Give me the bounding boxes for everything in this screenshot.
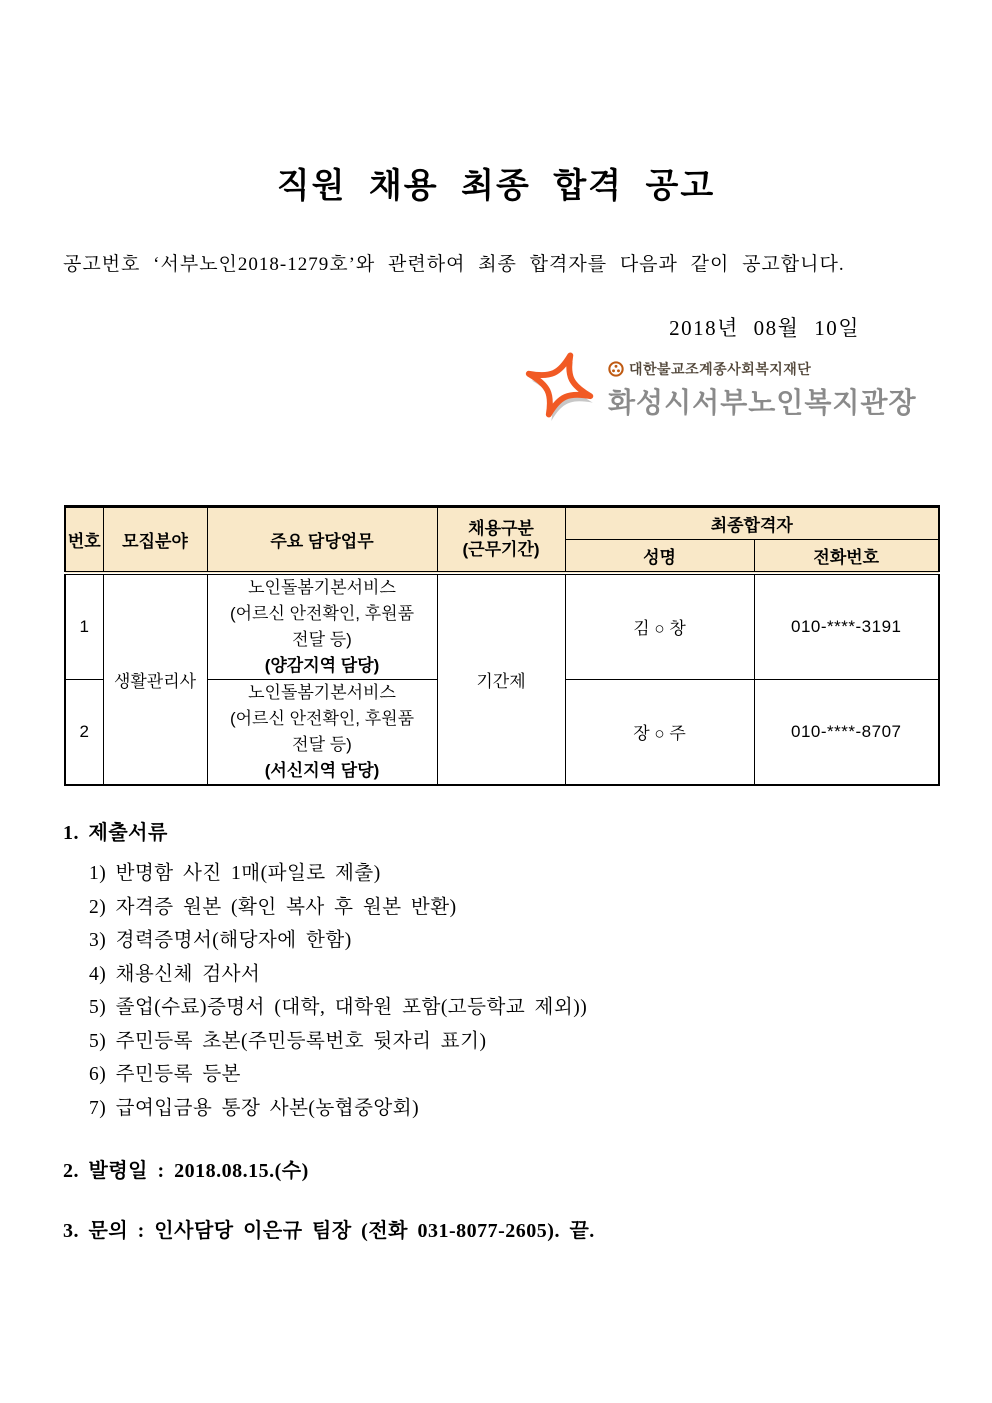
duty-line: (어르신 안전확인, 후원품 [229, 708, 415, 728]
list-item: 7) 급여입금용 통장 사본(농협중앙회) [89, 1097, 420, 1119]
final-pass-table [64, 505, 940, 786]
section-contact: 3. 문의 : 인사담당 이은규 팀장 (전화 031-8077-2605). 끝. [63, 1220, 595, 1242]
documents-list [63, 857, 943, 1125]
col-header-category: 모집분야 [103, 507, 207, 573]
cell-phone: 010-****-3191 [754, 573, 939, 680]
cell-employment-type: 기간제 [437, 573, 565, 785]
cell-duty [207, 679, 437, 785]
section-documents-title: 1. 제출서류 [63, 822, 168, 844]
cell-name: 김 ○ 창 [565, 573, 754, 680]
duty-line: 전달 등) [292, 629, 352, 649]
list-item: 4) 채용신체 검사서 [89, 963, 261, 985]
page-title: 직원 채용 최종 합격 공고 [276, 168, 716, 205]
cell-category: 생활관리사 [103, 573, 207, 785]
list-item: 1) 반명함 사진 1매(파일로 제출) [89, 863, 381, 884]
cell-phone: 010-****-8707 [754, 679, 939, 785]
list-item: 5) 주민등록 초본(주민등록번호 뒷자리 표기) [89, 1030, 487, 1052]
col-header-no: 번호 [65, 507, 103, 573]
employment-header-line2: (근무기간) [462, 540, 540, 560]
organization-name: 화성시서부노인복지관장 [608, 386, 917, 418]
col-header-phone: 전화번호 [754, 540, 939, 573]
col-header-winner-group: 최종합격자 [565, 507, 939, 540]
org-logo [524, 348, 917, 431]
body-sections [63, 816, 943, 1243]
duty-line: (어르신 안전확인, 후원품 [229, 603, 415, 623]
cell-duty [207, 573, 437, 680]
cell-no: 1 [65, 573, 103, 680]
foundation-name: 대한불교조계종사회복지재단 [629, 360, 812, 377]
col-header-employment [437, 507, 565, 573]
list-item: 5) 졸업(수료)증명서 (대학, 대학원 포함(고등학교 제외)) [89, 997, 588, 1018]
table-row [65, 573, 939, 680]
cell-no: 2 [65, 679, 103, 785]
duty-line: 노인돌봄기본서비스 [248, 577, 396, 597]
section-appointment: 2. 발령일 : 2018.08.15.(수) [63, 1160, 309, 1182]
col-header-name: 성명 [565, 540, 754, 573]
duty-region-line: (서신지역 담당) [264, 760, 380, 780]
col-header-duty: 주요 담당업무 [207, 507, 437, 573]
duty-line: 전달 등) [292, 734, 352, 754]
foundation-name-line [608, 359, 917, 379]
duty-region-line: (양감지역 담당) [264, 655, 380, 675]
logo-text-block [608, 359, 917, 421]
announcement-date: 2018년 08월 10일 [669, 316, 860, 340]
list-item: 3) 경력증명서(해당자에 한함) [89, 930, 352, 951]
cell-name: 장 ○ 주 [565, 679, 754, 785]
list-item: 2) 자격증 원본 (확인 복사 후 원본 반환) [89, 896, 457, 918]
employment-header-line1: 채용구분 [468, 519, 534, 539]
four-point-star-icon [524, 348, 596, 431]
list-item: 6) 주민등록 등본 [89, 1064, 242, 1085]
three-dot-circle-emblem-icon [608, 361, 624, 377]
duty-line: 노인돌봄기본서비스 [248, 682, 396, 702]
intro-paragraph: 공고번호 ‘서부노인2018-1279호’와 관련하여 최종 합격자를 다음과 같이 공고합니다. [63, 254, 845, 275]
